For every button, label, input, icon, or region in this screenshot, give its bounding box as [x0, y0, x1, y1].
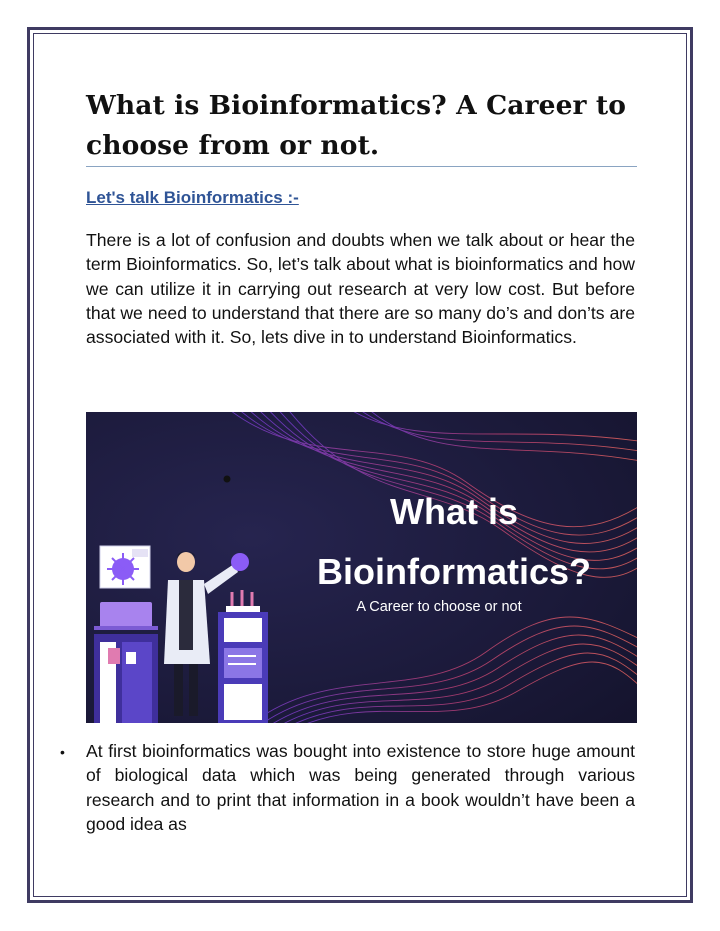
- desk-illustration: [94, 634, 158, 723]
- bullet-paragraph: At first bioinformatics was bought into existence to store huge amount of biological data which was being generated through various research and to print that information in a book wouldn’t have been a good idea as: [86, 741, 635, 834]
- banner-headline-line2: Bioinformatics?: [316, 551, 592, 592]
- banner-tagline: A Career to choose or not: [356, 599, 522, 615]
- virus-board-illustration: [100, 546, 150, 588]
- intro-paragraph: There is a lot of confusion and doubts when we talk about or hear the term Bioinformatics. So, let’s talk about what is bioinformatics and how we can utilize it in carrying out research at very low cost. But before that we need to understand that there are so many do’s and don’ts are associated with it. So, lets dive in to understand Bioinformatics.: [86, 230, 635, 348]
- banner-image: [86, 412, 637, 723]
- section-subheading: Let's talk Bioinformatics :-: [86, 188, 299, 207]
- banner-dot: [224, 476, 231, 483]
- bullet-marker: •: [60, 744, 65, 760]
- banner-headline-line1: What is: [389, 491, 519, 532]
- title-underline-rule: [86, 166, 637, 167]
- laptop-illustration: [94, 602, 158, 630]
- document-title: What is Bioinformatics? A Career to choose from or not.: [86, 90, 627, 161]
